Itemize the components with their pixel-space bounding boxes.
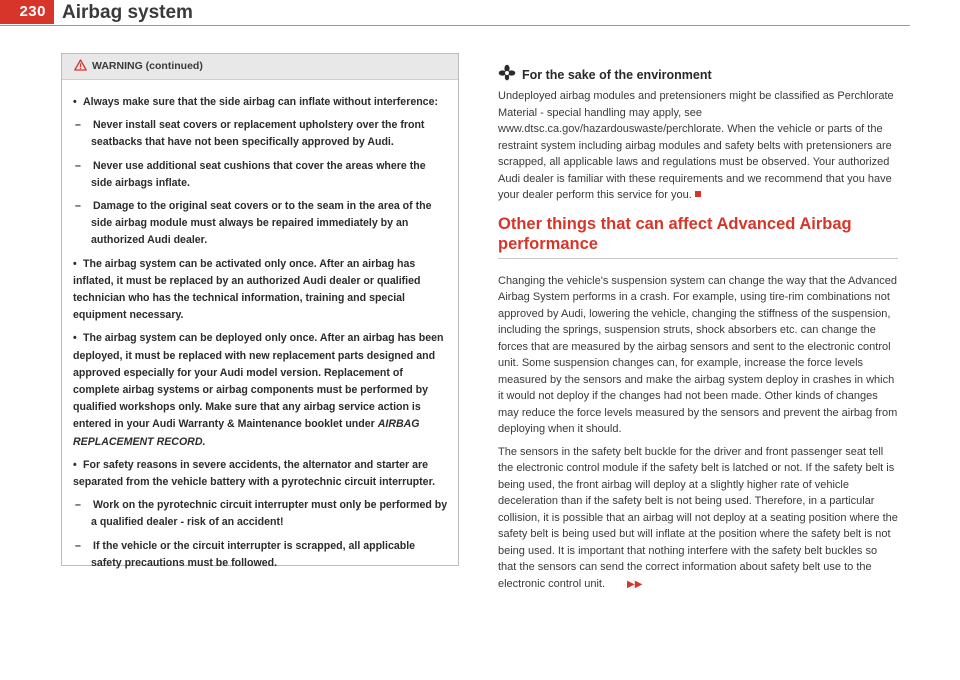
environment-heading-text: For the sake of the environment [522,68,712,82]
warning-header [62,54,458,80]
page-number: 230 [0,0,54,24]
warning-body [62,80,458,572]
leaf-icon [498,64,516,82]
dash-marker: – [75,499,81,512]
warning-subitem: – Damage to the original seat covers or to the seam in the area of the side airbag module must always be repaired immediately by an authorized Audi dealer. [75,200,432,247]
bullet-marker: • [73,257,77,270]
right-column [498,64,898,599]
bullet-marker: • [73,96,77,108]
warning-bullet-item: • Always make sure that the side airbag can inflate without interference: [73,94,448,111]
dash-marker: – [75,159,81,172]
environment-text: Undeployed airbag modules and pretensioners might be classified as Perchlorate Material - special handling may apply, see www.dtsc.ca.gov/hazardouswaste/perchlorate. When the vehicle or parts of the restraint system including airbag modules and safety belts with pretensioners are scrapped, all applicable laws and regulations must be observed. Your authorized Audi dealer is familiar with these requirements and we recommend that you have your dealer perform this service for you. [498,90,894,201]
warning-subitem: – If the vehicle or the circuit interrupter is scrapped, all applicable safety precautions must be followed. [75,539,416,569]
warning-subitem: – Never install seat covers or replacement upholstery over the front seatbacks that have not been specifically approved by Audi. [75,119,425,149]
warning-bullet-item: • For safety reasons in severe accidents, the alternator and starter are separated from the vehicle battery with a pyrotechnic circuit interrupter. [73,458,436,489]
warning-triangle-icon [74,56,87,68]
emphasis-text: AIRBAG REPLACEMENT RECORD. [73,418,420,448]
warning-box [61,53,459,569]
section-title: Other things that can affect Advanced Airbag performance [498,214,852,253]
dash-marker: – [75,539,81,552]
section-rule [498,258,898,259]
page-header [0,0,960,26]
header-rule [0,25,910,26]
end-square-icon [695,191,701,197]
dash-marker: – [75,119,81,132]
warning-subitem: – Work on the pyrotechnic circuit interrupter must only be performed by a qualified dealer - risk of an accident! [75,499,448,529]
environment-heading [498,64,898,82]
section-paragraph: Changing the vehicle's suspension system can change the way that the Advanced Airbag System performs in a crash. For example, using tire-rim combinations not approved by Audi, lowering the vehicle, changing the stiffness of the suspension, including the springs, suspension struts, shock absorbers etc. can change the forces that are measured by the airbag sensors and sent to the electronic control unit. Some suspension changes can, for example, increase the force levels measured by the sensors and make the airbag system deploy in crashes in which it would not deploy if the changes had not been made. Other kinds of changes may reduce the force levels measured by the sensors and prevent the airbag from deploying when it should. [498,274,898,435]
running-title: Airbag system [62,2,193,23]
continue-arrow-icon: ▶▶ [627,578,643,590]
warning-bullet-item: • The airbag system can be activated only once. After an airbag has inflated, it must be replaced by an authorized Audi dealer or qualified technician who has the technical information, training and special equipment necessary. [73,257,421,322]
bullet-marker: • [73,458,77,471]
warning-subitem: – Never use additional seat cushions that cover the areas where the side airbags inflate. [75,159,426,189]
bullet-marker: • [73,332,77,345]
section-paragraph: The sensors in the safety belt buckle for the driver and front passenger seat tell the electronic control module if the safety belt is latched or not. If the safety belt is being used, the front airbag will deploy at a slightly higher rate of vehicle deceleration than if the safety belt is not being used. Therefore, in a particular collision, it is possible that an airbag will not deploy at a seating position where the safety belt is being used but will inflate at the position where the safety belt is not being used. It is important that nothing interfere with the safety belt buckles so that the sensors can send the correct information about safety belt use to the electronic control unit. ▶▶ [498,444,898,594]
warning-bullet-item: • The airbag system can be deployed only once. After an airbag has been deployed, it must be replaced with new replacement parts designed and approved especially for your Audi model version. Replacement of complete airbag systems or airbag components must be performed by qualified workshops only. Make sure that any airbag service action is entered in your Audi Warranty & Maintenance booklet under AIRBAG REPLACEMENT RECORD. [73,332,444,448]
warning-heading: WARNING (continued) [92,60,203,72]
dash-marker: – [75,200,81,213]
